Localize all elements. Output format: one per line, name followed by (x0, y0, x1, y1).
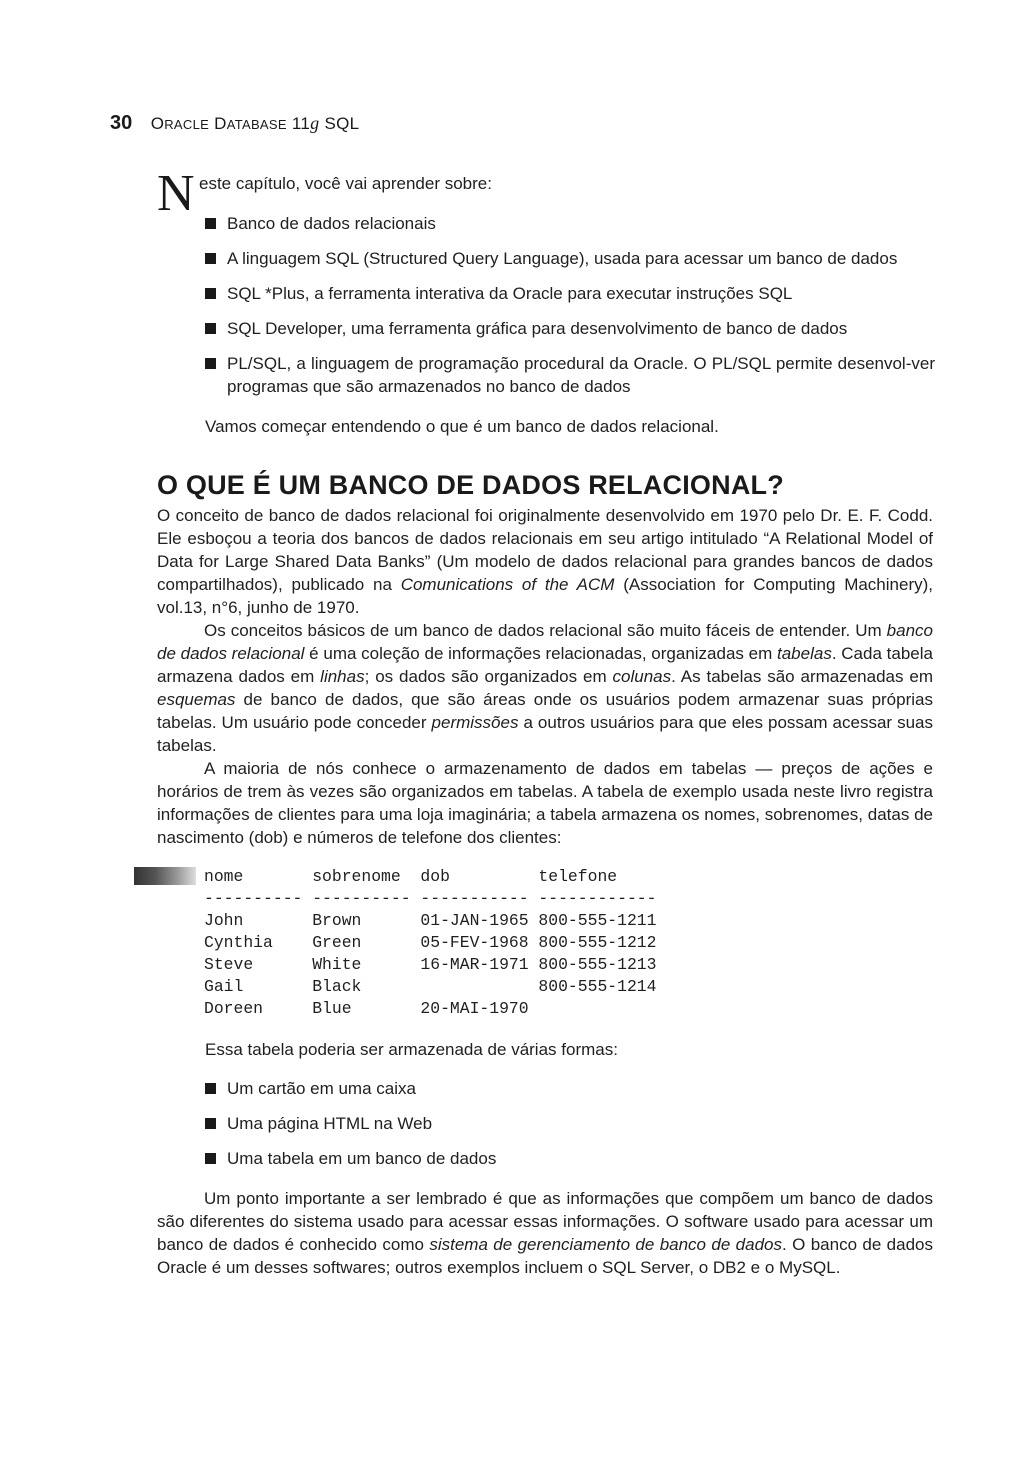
bullet-square-icon (205, 1153, 216, 1164)
paragraph: O conceito de banco de dados relacional foi originalmente desenvolvido em 1970 pelo Dr. E. F. Codd. Ele esboçou a teoria dos bancos de dados relacionais em seu artigo intitulado “A Relational Model of Data for Large Shared Data Banks” (Um modelo de dados relacional para grandes bancos de dados compartilhados), publicado na Comunications of the ACM (Association for Computing Machinery), vol.13, n°6, junho de 1970. (157, 506, 933, 617)
list-item: SQL Developer, uma ferramenta gráfica para desenvolvimento de banco de dados (205, 317, 935, 340)
intro-closing: Vamos começar entendendo o que é um banco de dados relacional. (205, 417, 719, 436)
paragraph: Um ponto importante a ser lembrado é que as informações que compõem um banco de dados são diferentes do sistema usado para acessar essas informações. O software usado para acessar um banco de dados é conhecido como sistema de gerenciamento de banco de dados. O banco de dados Oracle é um desses softwares; outros exemplos incluem o SQL Server, o DB2 e o MySQL. (157, 1189, 933, 1277)
section-heading: O QUE É UM BANCO DE DADOS RELACIONAL? (157, 470, 784, 500)
bullet-square-icon (205, 358, 216, 369)
page-number: 30 (110, 112, 133, 134)
bullet-square-icon (205, 218, 216, 229)
bullet-square-icon (205, 253, 216, 264)
list-item: Uma página HTML na Web (205, 1112, 935, 1135)
list-item: SQL *Plus, a ferramenta interativa da Oracle para executar instruções SQL (205, 282, 935, 305)
closing-section (157, 1187, 933, 1279)
book-title: ORACLE DATABASE 11g SQL (150, 113, 360, 133)
paragraph: A maioria de nós conhece o armazenamento de dados em tabelas — preços de ações e horários de trem às vezes são organizados em tabelas. A tabela de exemplo usada neste livro registra informações de clientes para uma loja imaginária; a tabela armazena os nomes, sobrenomes, datas de nascimento (dob) e números de telefone dos clientes: (157, 759, 933, 847)
list-item: Um cartão em uma caixa (205, 1077, 935, 1100)
code-marker (134, 867, 196, 885)
bullet-square-icon (205, 1118, 216, 1129)
topics-list (205, 212, 935, 398)
bullet-square-icon (205, 323, 216, 334)
storage-intro: Essa tabela poderia ser armazenada de várias formas: (205, 1040, 618, 1059)
code-listing: nome sobrenome dob telefone ---------- ---------- ----------- ------------ John Brown 01-JAN-1965 800-555-1211 Cynthia Green 05-FEV-1968 800-555-1212 Steve White 16-MAR-1971 800-555-1213 Gail Black 800-555-1214 Doreen Blue 20-MAI-1970 (204, 867, 657, 1018)
drop-cap: N (157, 165, 195, 222)
bullet-square-icon (205, 1083, 216, 1094)
storage-options-list (205, 1077, 935, 1170)
running-head (110, 112, 359, 138)
paragraph: Os conceitos básicos de um banco de dados relacional são muito fáceis de entender. Um banco de dados relacional é uma coleção de informações relacionadas, organizadas em tabelas. Cada tabela armazena dados em linhas; os dados são organizados em colunas. As tabelas são armazenadas em esquemas de banco de dados, que são áreas onde os usuários podem armazenar suas próprias tabelas. Um usuário pode conceder permissões a outros usuários para que eles possam acessar suas tabelas. (157, 621, 933, 755)
list-item: PL/SQL, a linguagem de programação procedural da Oracle. O PL/SQL permite desenvol-ver programas que são armazenados no banco de dados (205, 352, 935, 398)
intro-text: este capítulo, você vai aprender sobre: (199, 174, 492, 193)
list-item: Banco de dados relacionais (205, 212, 935, 235)
list-item: Uma tabela em um banco de dados (205, 1147, 935, 1170)
bullet-square-icon (205, 288, 216, 299)
section-body (157, 504, 933, 849)
list-item: A linguagem SQL (Structured Query Language), usada para acessar um banco de dados (205, 247, 935, 270)
